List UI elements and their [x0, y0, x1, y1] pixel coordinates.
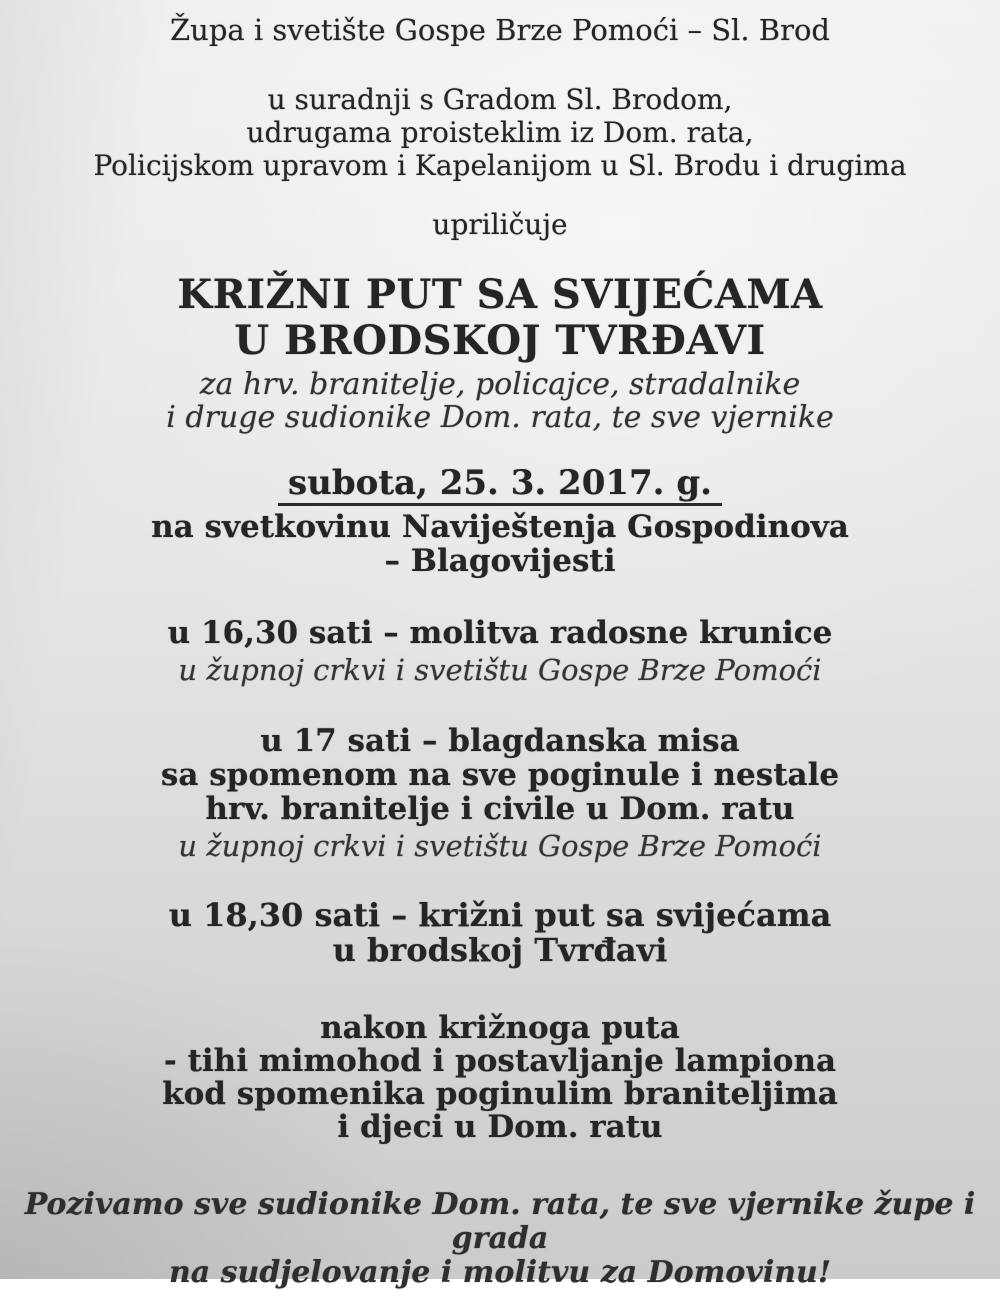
schedule-line: u brodskoj Tvrđavi: [332, 931, 668, 969]
event-date-text: subota, 25. 3. 2017. g.: [278, 464, 722, 506]
after-event-line: i djeci u Dom. ratu: [337, 1109, 663, 1145]
event-subtitle: [0, 368, 1000, 434]
after-event-line: nakon križnoga puta: [320, 1010, 680, 1046]
schedule-line: u 17 sati – blagdanska misa: [260, 723, 740, 759]
schedule-line: hrv. branitelje i civile u Dom. ratu: [205, 791, 795, 827]
occasion-line: na svetkovinu Naviještenja Gospodinova: [151, 509, 849, 545]
cooperation-line: Policijskom upravom i Kapelanijom u Sl. Brodu i drugima: [93, 149, 907, 182]
after-event-line: - tihi mimohod i postavljanje lampiona: [163, 1043, 837, 1079]
event-title: [0, 272, 1000, 364]
occasion-line: – Blagovijesti: [384, 543, 616, 579]
after-event-line: kod spomenika poginulim braniteljima: [162, 1076, 838, 1112]
organizer-line: Župa i svetište Gospe Brze Pomoći – Sl. Brod: [170, 13, 830, 47]
subtitle-line: za hrv. branitelje, policajce, stradalnike: [199, 367, 801, 402]
invitation-line: na sudjelovanje i molitvu za Domovinu!: [168, 1255, 832, 1290]
occasion-block: [0, 510, 1000, 578]
schedule-line: sa spomenom na sve poginule i nestale: [160, 757, 840, 793]
cooperation-line: udrugama proisteklim iz Dom. rata,: [246, 116, 754, 149]
event-title-line1: KRIŽNI PUT SA SVIJEĆAMA: [177, 271, 823, 318]
schedule-item-mass: [0, 724, 1000, 862]
schedule-item-way-of-cross: [0, 898, 1000, 968]
schedule-location: u župnoj crkvi i svetištu Gospe Brze Pomoći: [178, 829, 822, 863]
invitation-line: Pozivamo sve sudionike Dom. rata, te sve vjernike župe i grada: [24, 1187, 976, 1256]
event-date: [0, 464, 1000, 506]
schedule-location: u župnoj crkvi i svetištu Gospe Brze Pomoći: [178, 653, 822, 687]
subtitle-line: i druge sudionike Dom. rata, te sve vjernike: [166, 400, 834, 435]
after-event-block: [0, 1012, 1000, 1144]
cooperation-block: [0, 83, 1000, 182]
schedule-line: u 18,30 sati – križni put sa svijećama: [168, 896, 832, 934]
schedule-item-rosary: [0, 616, 1000, 686]
schedule-line: u 16,30 sati – molitva radosne krunice: [167, 615, 833, 651]
cooperation-line: u suradnji s Gradom Sl. Brodom,: [267, 83, 733, 116]
event-title-line2: U BRODSKOJ TVRĐAVI: [234, 317, 766, 364]
organizes-word: upriličuje: [432, 208, 568, 241]
invitation-block: [0, 1188, 1000, 1290]
